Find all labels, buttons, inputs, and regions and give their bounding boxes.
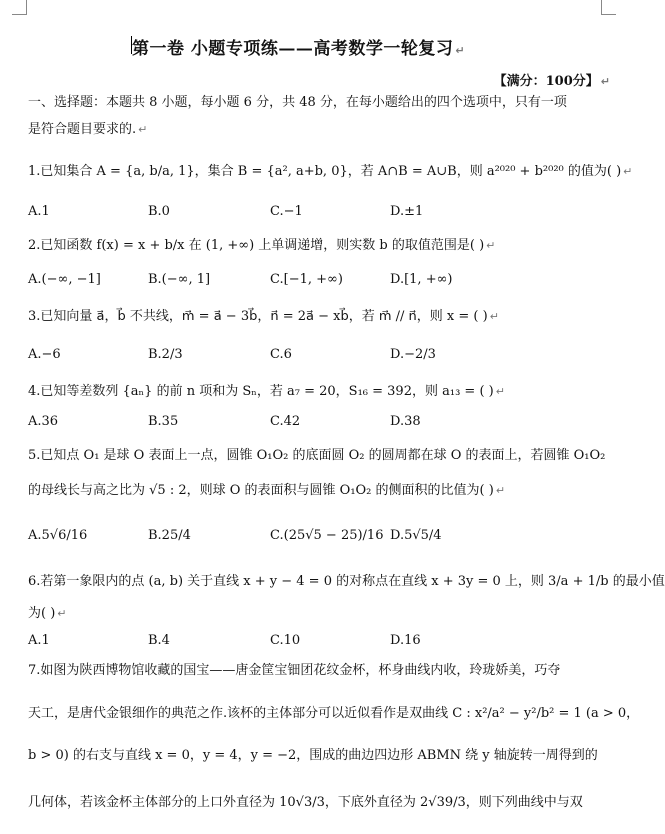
crop-mark-top-right — [601, 0, 616, 15]
question-4-stem: 4.已知等差数列 {aₙ} 的前 n 项和为 Sₙ，若 a₇ = 20，S₁₆ = 392，则 a₁₃ = ( ) ↵ — [28, 384, 505, 399]
option-c: C.42 — [270, 414, 301, 429]
question-2-stem: 2.已知函数 f(x) = x + b/x 在 (1, +∞) 上单调递增，则实数 b 的取值范围是( ) ↵ — [28, 238, 496, 253]
option-c: C.−1 — [270, 204, 303, 219]
question-6-stem-line-1: 6.若第一象限内的点 (a, b) 关于直线 x + y − 4 = 0 的对称点在直线 x + 3y = 0 上，则 3/a + 1/b 的最小值 — [28, 574, 665, 589]
option-d: D.−2/3 — [390, 347, 436, 362]
score-label: 【满分：100分】 ↵ — [493, 74, 610, 89]
option-a: A.(−∞, −1] — [28, 272, 101, 287]
question-1-options — [28, 201, 603, 223]
option-c: C.(25√5 − 25)/16 — [270, 528, 384, 543]
question-5-stem-line-1: 5.已知点 O₁ 是球 O 表面上一点，圆锥 O₁O₂ 的底面圆 O₂ 的圆周都在球 O 的表面上，若圆锥 O₁O₂ — [28, 448, 606, 463]
option-d: D.±1 — [390, 204, 424, 219]
option-b: B.2/3 — [148, 347, 183, 362]
option-c: C.10 — [270, 633, 301, 648]
option-d: D.38 — [390, 414, 421, 429]
option-a: A.−6 — [28, 347, 61, 362]
option-a: A.36 — [28, 414, 59, 429]
question-5-options — [28, 525, 603, 547]
option-d: D.16 — [390, 633, 421, 648]
section-intro-line-2: 是符合题目要求的. ↵ — [28, 122, 148, 137]
question-1-stem: 1.已知集合 A = {a, b/a, 1}，集合 B = {a², a+b, 0}，若 A∩B = A∪B，则 a²⁰²⁰ + b²⁰²⁰ 的值为( ) ↵ — [28, 164, 633, 179]
question-3-options — [28, 344, 603, 366]
option-a: A.5√6/16 — [28, 528, 88, 543]
section-intro-line-1: 一、选择题：本题共 8 小题，每小题 6 分，共 48 分，在每小题给出的四个选项中，只有一项 — [28, 95, 567, 110]
option-a: A.1 — [28, 633, 50, 648]
page-title: 第一卷 小题专项练——高考数学一轮复习 ↵ — [132, 39, 466, 59]
question-7-stem-line-3: b > 0) 的右支与直线 x = 0，y = 4，y = −2，围成的曲边四边形 ABMN 绕 y 轴旋转一周得到的 — [28, 748, 598, 763]
question-6-options — [28, 630, 603, 652]
option-d: D.5√5/4 — [390, 528, 442, 543]
option-b: B.35 — [148, 414, 179, 429]
question-6-stem-line-2: 为( ) ↵ — [28, 606, 67, 621]
question-3-stem: 3.已知向量 a⃗，b⃗ 不共线，m⃗ = a⃗ − 3b⃗，n⃗ = 2a⃗ − xb⃗，若 m⃗ // n⃗，则 x = ( ) ↵ — [28, 309, 499, 324]
crop-mark-top-left — [12, 0, 27, 15]
option-d: D.[1, +∞) — [390, 272, 453, 287]
option-b: B.4 — [148, 633, 170, 648]
question-4-options — [28, 411, 603, 433]
option-b: B.(−∞, 1] — [148, 272, 211, 287]
option-b: B.0 — [148, 204, 170, 219]
question-5-stem-line-2: 的母线长与高之比为 √5 : 2，则球 O 的表面积与圆锥 O₁O₂ 的侧面积的比值为( ) ↵ — [28, 483, 506, 498]
question-7-stem-line-4: 几何体，若该金杯主体部分的上口外直径为 10√3/3，下底外直径为 2√39/3，则下列曲线中与双 — [28, 795, 583, 810]
option-b: B.25/4 — [148, 528, 191, 543]
question-7-stem-line-1: 7.如图为陕西博物馆收藏的国宝——唐金筐宝钿团花纹金杯，杯身曲线内收，玲珑娇美，巧夺 — [28, 663, 561, 678]
question-7-stem-line-2: 天工，是唐代金银细作的典范之作.该杯的主体部分可以近似看作是双曲线 C : x²/a² − y²/b² = 1 (a > 0， — [28, 706, 640, 721]
question-2-options — [28, 269, 603, 291]
option-c: C.6 — [270, 347, 292, 362]
option-a: A.1 — [28, 204, 50, 219]
option-c: C.[−1, +∞) — [270, 272, 343, 287]
